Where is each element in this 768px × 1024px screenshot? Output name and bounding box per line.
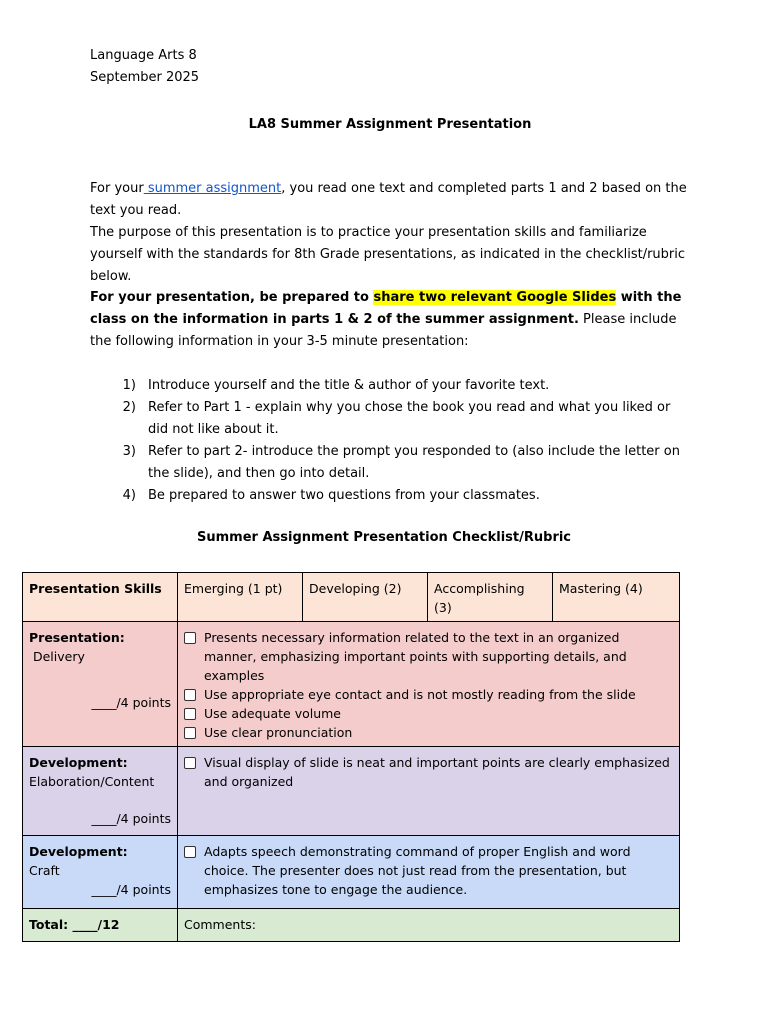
checkbox[interactable] bbox=[184, 727, 196, 739]
checklist-item bbox=[184, 723, 673, 742]
checklist-item bbox=[184, 753, 673, 791]
checklist-text: Use adequate volume bbox=[204, 706, 341, 721]
list-number: 1) bbox=[122, 378, 136, 393]
checklist-text: Adapts speech demonstrating command of proper English and word choice. The presenter does not just read from the presentation, but emphasizes tone to engage the audience. bbox=[204, 844, 631, 897]
list-text: Introduce yourself and the title & author of your favorite text. bbox=[148, 378, 550, 393]
checkbox[interactable] bbox=[184, 846, 196, 858]
intro-after-link: , you read one text and completed parts 1 and 2 based on the text you read. bbox=[90, 181, 687, 218]
instructions-plain: Please include the following information in your 3-5 minute presentation: bbox=[90, 312, 677, 349]
checkbox[interactable] bbox=[184, 708, 196, 720]
header-developing: Developing (2) bbox=[303, 573, 428, 622]
instructions-bold-tail: with the class on the information in parts 1 & 2 of the summer assignment. bbox=[90, 290, 682, 327]
craft-checklist-cell bbox=[178, 836, 680, 909]
list-text: Be prepared to answer two questions from your classmates. bbox=[148, 488, 540, 503]
craft-category-title: Development: bbox=[29, 844, 128, 859]
rubric-header-row bbox=[23, 573, 680, 622]
list-text: Refer to Part 1 - explain why you chose the book you read and what you liked or did not like about it. bbox=[148, 400, 671, 437]
presentation-category-cell bbox=[23, 622, 178, 747]
checklist-item bbox=[184, 704, 673, 723]
header-emerging: Emerging (1 pt) bbox=[178, 573, 303, 622]
intro-paragraph bbox=[90, 178, 690, 288]
instructions-highlight: share two relevant Google Slides bbox=[373, 290, 617, 305]
rubric-row-craft bbox=[23, 836, 680, 909]
presentation-checklist-cell bbox=[178, 622, 680, 747]
document-title: LA8 Summer Assignment Presentation bbox=[248, 117, 532, 132]
instructions-paragraph bbox=[90, 287, 690, 353]
rubric-table bbox=[22, 572, 680, 942]
development-category-subtitle: Elaboration/Content bbox=[29, 774, 155, 789]
list-item bbox=[90, 397, 690, 441]
document-date: September 2025 bbox=[90, 70, 200, 85]
list-number: 4) bbox=[122, 488, 136, 503]
presentation-steps-list bbox=[90, 375, 690, 507]
development-category-title: Development: bbox=[29, 755, 128, 770]
rubric-row-presentation bbox=[23, 622, 680, 747]
rubric-row-total bbox=[23, 909, 680, 942]
checklist-item bbox=[184, 842, 673, 899]
comments-cell[interactable]: Comments: bbox=[178, 909, 680, 942]
checklist-item bbox=[184, 685, 673, 704]
course-name: Language Arts 8 bbox=[90, 48, 197, 63]
instructions-bold-lead: For your presentation, be prepared to bbox=[90, 290, 374, 305]
craft-category-subtitle: Craft bbox=[29, 863, 60, 878]
checklist-text: Use appropriate eye contact and is not mostly reading from the slide bbox=[204, 687, 636, 702]
craft-category-cell bbox=[23, 836, 178, 909]
checklist-text: Presents necessary information related to the text in an organized manner, emphasizing important points with supporting details, and examples bbox=[204, 630, 627, 683]
craft-points: ____/4 points bbox=[91, 882, 171, 897]
summer-assignment-link[interactable]: summer assignment bbox=[143, 181, 282, 196]
checkbox[interactable] bbox=[184, 689, 196, 701]
development-category-cell bbox=[23, 747, 178, 836]
list-text: Refer to part 2- introduce the prompt you responded to (also include the letter on the slide), and then go into detail. bbox=[148, 444, 680, 481]
list-number: 3) bbox=[122, 444, 136, 459]
checklist-text: Visual display of slide is neat and important points are clearly emphasized and organized bbox=[204, 755, 670, 789]
checkbox[interactable] bbox=[184, 757, 196, 769]
rubric-title: Summer Assignment Presentation Checklist/Rubric bbox=[196, 530, 572, 545]
header-presentation-skills: Presentation Skills bbox=[23, 573, 178, 622]
development-checklist-cell bbox=[178, 747, 680, 836]
list-item bbox=[90, 485, 690, 507]
checklist-text: Use clear pronunciation bbox=[204, 725, 353, 740]
list-item bbox=[90, 441, 690, 485]
header-accomplishing: Accomplishing (3) bbox=[428, 573, 553, 622]
header-mastering: Mastering (4) bbox=[553, 573, 680, 622]
development-points: ____/4 points bbox=[91, 811, 171, 826]
presentation-category-title: Presentation: bbox=[29, 630, 125, 645]
list-number: 2) bbox=[122, 400, 136, 415]
presentation-category-subtitle: Delivery bbox=[29, 649, 85, 664]
presentation-points: ____/4 points bbox=[91, 695, 171, 710]
purpose-text: The purpose of this presentation is to practice your presentation skills and familiarize yourself with the standards for 8th Grade presentations, as indicated in the checklist/rubric below. bbox=[90, 225, 686, 284]
rubric-row-development bbox=[23, 747, 680, 836]
checklist-item bbox=[184, 628, 673, 685]
document-header bbox=[90, 45, 199, 89]
intro-before-link: For your bbox=[90, 181, 144, 196]
checkbox[interactable] bbox=[184, 632, 196, 644]
total-score: Total: ____/12 bbox=[23, 909, 178, 942]
list-item bbox=[90, 375, 690, 397]
